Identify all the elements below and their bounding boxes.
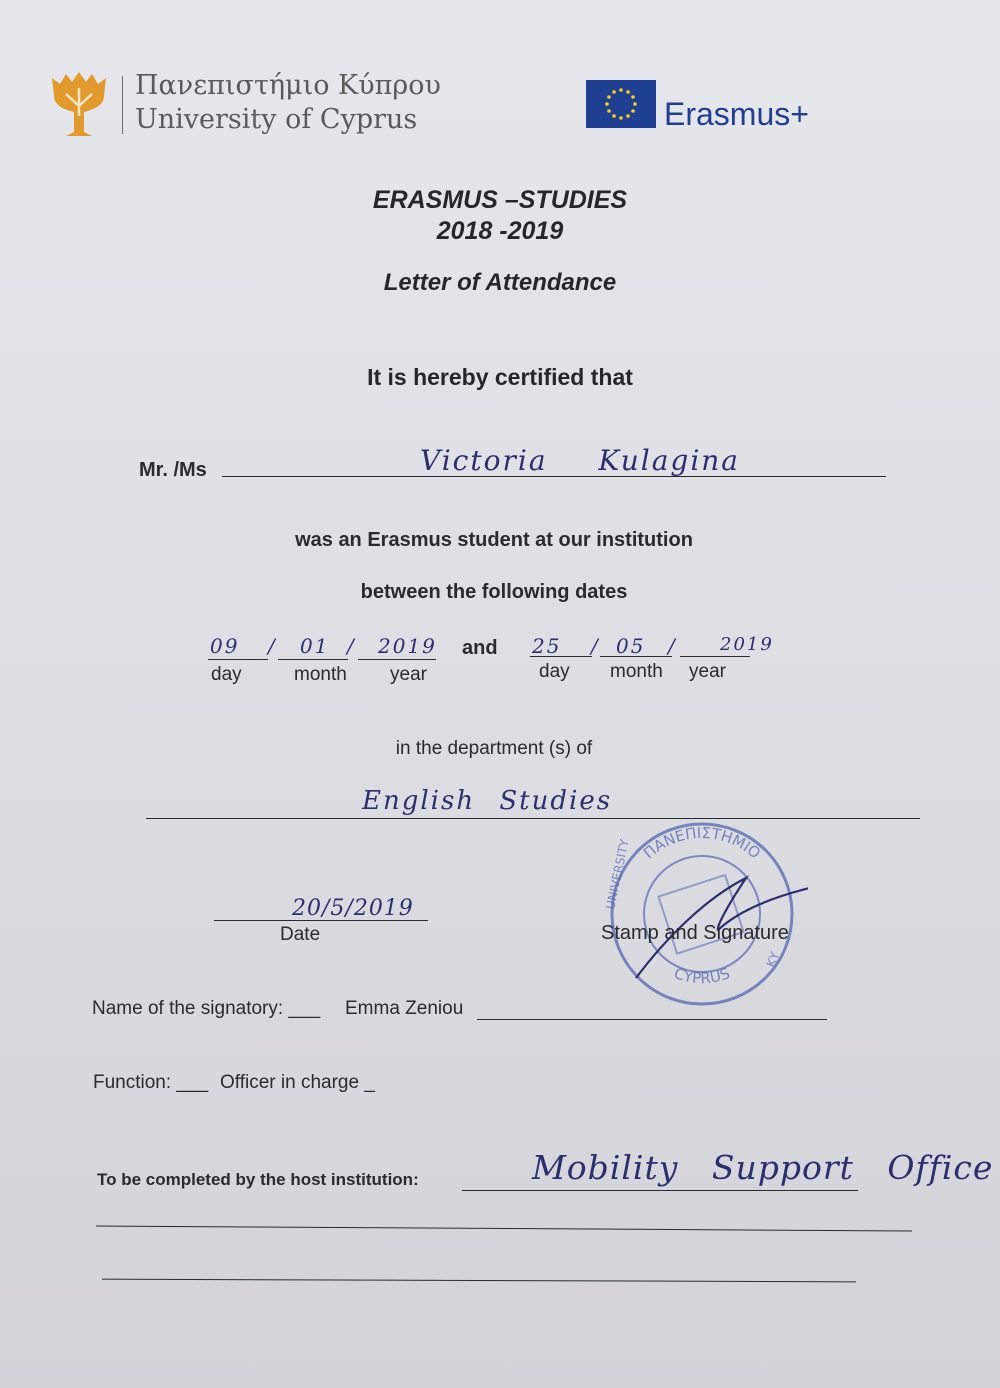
start-month-line [278,659,348,660]
date-separator: / [268,634,277,658]
host-blank-line-1 [96,1226,912,1232]
date-separator: / [347,634,356,658]
signatory-name-value: Emma Zeniou [345,998,464,1019]
cypress-tree-logo-icon [44,66,114,138]
logo-divider [122,76,123,134]
signing-date-label: Date [280,924,321,945]
stamp-signature-label: Stamp and Signature [601,922,789,944]
start-month: 01 [300,634,330,658]
host-blank-line-2 [102,1279,856,1283]
dates-intro: between the following dates [360,581,628,603]
stamp-text-top: ΠΑΝΕΠΙΣΤΗΜΙΟ [639,823,765,863]
stamp-text-bottom: CYPRUS [671,964,733,988]
university-stamp-icon [596,818,808,1010]
start-year-line [358,659,436,660]
statement-text: was an Erasmus student at our institution [295,529,693,551]
end-year: 2019 [720,634,774,655]
academic-year: 2018 -2019 [436,217,564,245]
student-name: Victoria Kulagina [420,444,740,477]
function-label: Function: ___ [93,1072,209,1093]
svg-text:CYPRUS [672,964,733,987]
program-title: ERASMUS –STUDIES [372,186,628,214]
end-year-line [680,656,750,657]
host-institution-underline [462,1190,858,1191]
start-day: 09 [210,634,240,658]
department-label: in the department (s) of [395,738,593,759]
name-label: Mr. /Ms [139,459,207,481]
end-month-line [600,656,672,657]
stamp-text-left: UNIVERSITY [603,838,632,911]
certification-intro: It is hereby certified that [367,364,633,390]
start-year: 2019 [378,634,437,658]
start-year-label: year [390,664,427,685]
university-name-greek: Πανεπιστήμιο Κύπρου [135,70,441,101]
end-year-label: year [689,661,726,682]
end-month-label: month [610,661,663,682]
end-day-label: day [539,661,570,682]
start-month-label: month [294,664,347,685]
host-institution-value: Mobility Support Office [532,1148,994,1187]
start-day-label: day [211,664,242,685]
department-value: English Studies [362,786,613,816]
signing-date: 20/5/2019 [292,896,414,921]
function-value: Officer in charge _ [220,1072,375,1093]
erasmus-plus-logo-text: Erasmus+ [664,96,809,132]
university-name-english: University of Cyprus [135,104,418,135]
end-month: 05 [616,634,646,658]
host-institution-label: To be completed by the host institution: [97,1170,419,1189]
end-day: 25 [532,634,562,658]
signatory-name-underline [477,1019,827,1020]
document-type: Letter of Attendance [383,269,617,296]
start-day-line [208,659,268,660]
signatory-name-label: Name of the signatory: ___ [92,998,321,1019]
date-separator: / [668,634,677,658]
date-separator: / [591,634,600,658]
eu-flag-icon [586,80,656,128]
dates-connector: and [462,637,498,659]
end-day-line [530,656,592,657]
signing-date-underline [214,920,428,921]
stamp-text-right: ΚΥ [763,949,783,970]
